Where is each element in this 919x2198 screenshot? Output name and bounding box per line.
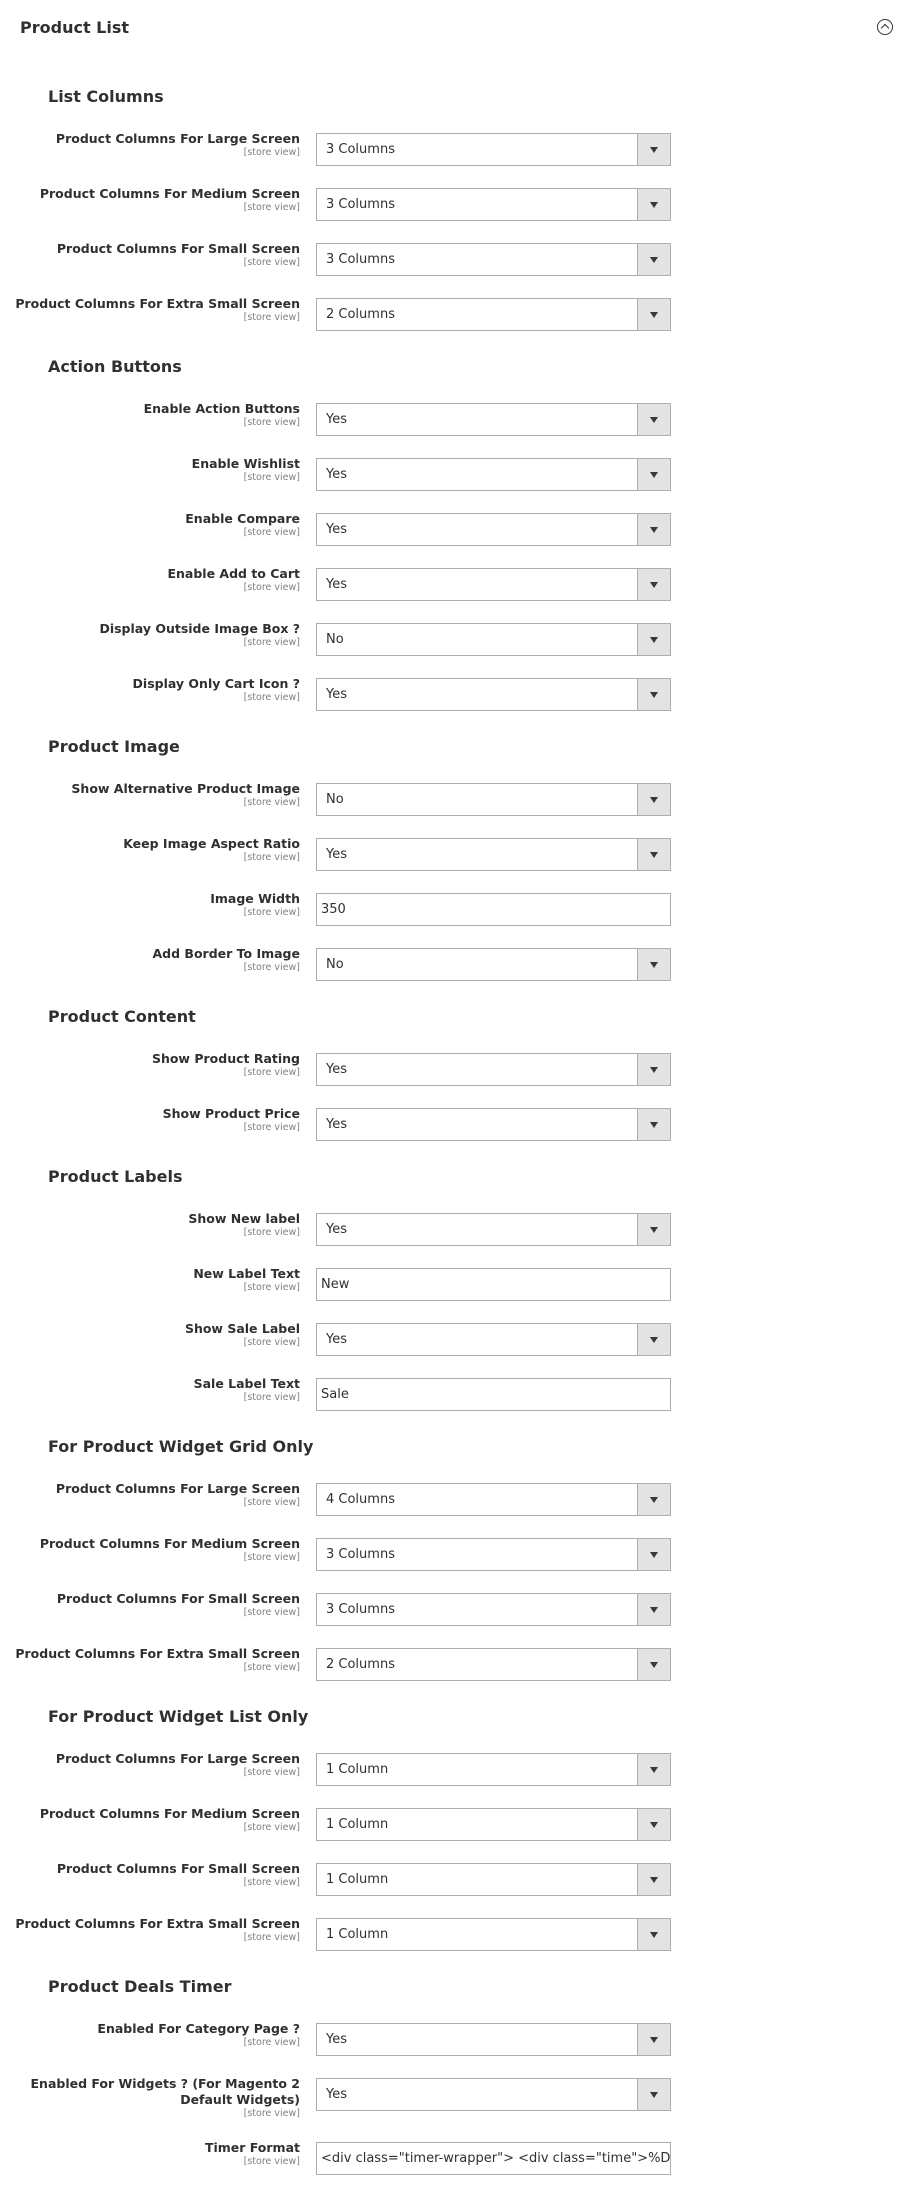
field-value: Yes	[326, 412, 347, 427]
scope-label: [store view]	[243, 692, 300, 703]
field-row	[0, 1538, 919, 1593]
field-label-group	[0, 2076, 300, 2120]
select-dropdown[interactable]	[316, 1108, 671, 1141]
field-value: 4 Columns	[326, 1492, 395, 1507]
field-row	[0, 2078, 919, 2142]
scope-label: [store view]	[243, 637, 300, 648]
field-value: Yes	[326, 1222, 347, 1237]
field-label: Show Product Rating	[151, 1051, 300, 1066]
field-label-group	[0, 1321, 300, 1349]
field-label-group	[0, 1266, 300, 1294]
select-dropdown[interactable]	[316, 1053, 671, 1086]
scope-label: [store view]	[243, 312, 300, 323]
chevron-down-icon[interactable]	[637, 1809, 670, 1840]
field-row	[0, 623, 919, 678]
scope-label: [store view]	[243, 1067, 300, 1078]
chevron-down-icon[interactable]	[637, 679, 670, 710]
scope-label: [store view]	[243, 472, 300, 483]
select-dropdown[interactable]	[316, 1863, 671, 1896]
chevron-down-icon[interactable]	[637, 134, 670, 165]
scope-label: [store view]	[243, 962, 300, 973]
scope-label: [store view]	[243, 2156, 300, 2167]
field-label-group	[0, 401, 300, 429]
field-label: Product Columns For Medium Screen	[39, 186, 300, 201]
select-dropdown[interactable]	[316, 2078, 671, 2111]
chevron-up-circle-icon[interactable]	[877, 19, 893, 35]
select-dropdown[interactable]	[316, 1808, 671, 1841]
scope-label: [store view]	[243, 1932, 300, 1943]
fieldset-product-content	[0, 1004, 919, 1164]
fieldset-product-labels	[0, 1164, 919, 1434]
field-label: Display Outside Image Box ?	[99, 621, 300, 636]
select-dropdown[interactable]	[316, 1323, 671, 1356]
field-value: Yes	[326, 1062, 347, 1077]
chevron-down-icon[interactable]	[637, 244, 670, 275]
field-row	[0, 1053, 919, 1108]
chevron-down-icon[interactable]	[637, 1324, 670, 1355]
field-label: Product Columns For Medium Screen	[39, 1806, 300, 1821]
field-label: Sale Label Text	[193, 1376, 300, 1391]
fieldset-heading: Product Content	[48, 1007, 196, 1026]
field-value: Sale	[321, 1387, 349, 1402]
field-label: Show Product Price	[162, 1106, 300, 1121]
scope-label: [store view]	[243, 1337, 300, 1348]
chevron-down-icon[interactable]	[637, 1919, 670, 1950]
field-value: Yes	[326, 2087, 347, 2102]
field-label-group	[0, 2021, 300, 2049]
fieldset-heading: List Columns	[48, 87, 164, 106]
section-header[interactable]	[20, 14, 905, 42]
field-value: 350	[321, 902, 346, 917]
field-row	[0, 1863, 919, 1918]
select-dropdown[interactable]	[316, 568, 671, 601]
scope-label: [store view]	[243, 1497, 300, 1508]
select-dropdown[interactable]	[316, 1648, 671, 1681]
field-label: Product Columns For Medium Screen	[39, 1536, 300, 1551]
scope-label: [store view]	[243, 907, 300, 918]
text-input[interactable]	[316, 1378, 671, 1411]
scope-label: [store view]	[243, 1662, 300, 1673]
field-value: Yes	[326, 847, 347, 862]
field-value: Yes	[326, 2032, 347, 2047]
field-row	[0, 1753, 919, 1808]
fieldset-heading: Action Buttons	[48, 357, 182, 376]
text-input[interactable]	[316, 893, 671, 926]
field-row	[0, 948, 919, 1003]
select-dropdown[interactable]	[316, 513, 671, 546]
field-value: 2 Columns	[326, 1657, 395, 1672]
fieldset-for-product-widget-list-only	[0, 1704, 919, 1974]
select-dropdown[interactable]	[316, 1918, 671, 1951]
field-row	[0, 1378, 919, 1433]
chevron-down-icon[interactable]	[637, 1109, 670, 1140]
field-label-group	[0, 836, 300, 864]
fieldset-heading: For Product Widget Grid Only	[48, 1437, 314, 1456]
fieldset-heading: Product Deals Timer	[48, 1977, 232, 1996]
field-row	[0, 1648, 919, 1703]
field-row	[0, 1323, 919, 1378]
chevron-down-icon[interactable]	[637, 949, 670, 980]
scope-label: [store view]	[243, 1822, 300, 1833]
field-value: 3 Columns	[326, 1602, 395, 1617]
select-dropdown[interactable]	[316, 783, 671, 816]
field-value: 3 Columns	[326, 142, 395, 157]
field-label: Product Columns For Small Screen	[56, 1861, 300, 1876]
field-label: Product Columns For Extra Small Screen	[15, 1916, 300, 1931]
select-dropdown[interactable]	[316, 188, 671, 221]
page-title: Product List	[20, 18, 130, 37]
field-label: Show Sale Label	[184, 1321, 300, 1336]
field-label: Product Columns For Extra Small Screen	[15, 296, 300, 311]
field-label: Product Columns For Extra Small Screen	[15, 1646, 300, 1661]
select-dropdown[interactable]	[316, 678, 671, 711]
select-dropdown[interactable]	[316, 838, 671, 871]
chevron-down-icon[interactable]	[637, 189, 670, 220]
select-dropdown[interactable]	[316, 948, 671, 981]
field-value: Yes	[326, 1117, 347, 1132]
chevron-down-icon[interactable]	[637, 839, 670, 870]
chevron-down-icon[interactable]	[637, 624, 670, 655]
scope-label: [store view]	[243, 202, 300, 213]
scope-label: [store view]	[243, 417, 300, 428]
field-value: Yes	[326, 577, 347, 592]
field-label-group	[0, 131, 300, 159]
select-dropdown[interactable]	[316, 2023, 671, 2056]
chevron-down-icon[interactable]	[637, 1754, 670, 1785]
field-label-group	[0, 186, 300, 214]
field-row	[0, 1808, 919, 1863]
field-row	[0, 1593, 919, 1648]
field-value: 1 Column	[326, 1927, 389, 1942]
field-label: Add Border To Image	[152, 946, 300, 961]
field-row	[0, 188, 919, 243]
text-input[interactable]	[316, 2142, 671, 2175]
field-value: No	[326, 792, 344, 807]
field-label-group	[0, 456, 300, 484]
field-row	[0, 2023, 919, 2078]
field-label-group	[0, 1106, 300, 1134]
field-label-group	[0, 566, 300, 594]
config-form	[0, 84, 919, 2198]
scope-label: [store view]	[243, 1607, 300, 1618]
chevron-down-icon[interactable]	[637, 404, 670, 435]
field-value: 3 Columns	[326, 252, 395, 267]
chevron-down-icon[interactable]	[637, 1054, 670, 1085]
field-value: Yes	[326, 687, 347, 702]
field-row	[0, 403, 919, 458]
select-dropdown[interactable]	[316, 133, 671, 166]
chevron-down-icon[interactable]	[637, 459, 670, 490]
field-label: Enable Compare	[185, 511, 300, 526]
field-label-group	[0, 676, 300, 704]
chevron-down-icon[interactable]	[637, 1594, 670, 1625]
field-label-group	[0, 1481, 300, 1509]
field-row	[0, 1213, 919, 1268]
select-dropdown[interactable]	[316, 1753, 671, 1786]
field-label: Enable Wishlist	[191, 456, 300, 471]
field-value: 3 Columns	[326, 1547, 395, 1562]
field-label-group	[0, 621, 300, 649]
chevron-down-icon[interactable]	[637, 2079, 670, 2110]
scope-label: [store view]	[243, 147, 300, 158]
field-label-group	[0, 1916, 300, 1944]
fieldset-for-product-widget-grid-only	[0, 1434, 919, 1704]
chevron-down-icon[interactable]	[637, 1649, 670, 1680]
fieldset-action-buttons	[0, 354, 919, 734]
field-label: Product Columns For Large Screen	[55, 131, 300, 146]
field-label-group	[0, 1751, 300, 1779]
field-label: Image Width	[210, 891, 300, 906]
chevron-down-icon[interactable]	[637, 1539, 670, 1570]
scope-label: [store view]	[243, 1767, 300, 1778]
field-label: New Label Text	[193, 1266, 300, 1281]
select-dropdown[interactable]	[316, 458, 671, 491]
field-label-group	[0, 511, 300, 539]
scope-label: [store view]	[243, 1227, 300, 1238]
scope-label: [store view]	[243, 1282, 300, 1293]
field-value: <div class="timer-wrapper"> <div class="time">%D	[321, 2151, 671, 2166]
select-dropdown[interactable]	[316, 1593, 671, 1626]
field-value: 1 Column	[326, 1817, 389, 1832]
field-label: Show Alternative Product Image	[71, 781, 300, 796]
scope-label: [store view]	[243, 582, 300, 593]
field-row	[0, 783, 919, 838]
field-label-group	[0, 1646, 300, 1674]
field-label: Product Columns For Large Screen	[55, 1481, 300, 1496]
select-dropdown[interactable]	[316, 1213, 671, 1246]
field-value: 1 Column	[326, 1762, 389, 1777]
chevron-down-icon[interactable]	[637, 2024, 670, 2055]
field-label: Keep Image Aspect Ratio	[123, 836, 300, 851]
select-dropdown[interactable]	[316, 1538, 671, 1571]
chevron-down-icon[interactable]	[637, 514, 670, 545]
field-label-group	[0, 1861, 300, 1889]
field-row	[0, 893, 919, 948]
field-label: Display Only Cart Icon ?	[132, 676, 300, 691]
field-label: Product Columns For Large Screen	[55, 1751, 300, 1766]
field-value: 2 Columns	[326, 307, 395, 322]
fieldset-list-columns	[0, 84, 919, 354]
field-label-group	[0, 1591, 300, 1619]
field-label-group	[0, 1051, 300, 1079]
field-label-group	[0, 241, 300, 269]
field-row	[0, 1918, 919, 1973]
field-row	[0, 1268, 919, 1323]
field-value: 3 Columns	[326, 197, 395, 212]
field-value: Yes	[326, 522, 347, 537]
field-row	[0, 458, 919, 513]
field-value: Yes	[326, 1332, 347, 1347]
field-label: Product Columns For Small Screen	[56, 241, 300, 256]
scope-label: [store view]	[243, 852, 300, 863]
field-label-group	[0, 781, 300, 809]
fieldset-heading: Product Image	[48, 737, 180, 756]
field-label-group	[0, 1376, 300, 1404]
field-label: Enabled For Category Page ?	[97, 2021, 300, 2036]
field-row	[0, 838, 919, 893]
select-dropdown[interactable]	[316, 403, 671, 436]
fieldset-product-deals-timer	[0, 1974, 919, 2198]
fieldset-product-image	[0, 734, 919, 1004]
field-label-group	[0, 1211, 300, 1239]
scope-label: [store view]	[243, 1877, 300, 1888]
select-dropdown[interactable]	[316, 1483, 671, 1516]
field-label: Product Columns For Small Screen	[56, 1591, 300, 1606]
field-row	[0, 298, 919, 353]
chevron-down-icon[interactable]	[637, 569, 670, 600]
field-value: 1 Column	[326, 1872, 389, 1887]
field-label: Enable Add to Cart	[167, 566, 300, 581]
field-row	[0, 1108, 919, 1163]
field-label-group	[0, 1806, 300, 1834]
field-label-group	[0, 1536, 300, 1564]
field-label-group	[0, 891, 300, 919]
scope-label: [store view]	[243, 257, 300, 268]
chevron-down-icon[interactable]	[637, 1484, 670, 1515]
select-dropdown[interactable]	[316, 623, 671, 656]
field-row	[0, 678, 919, 733]
field-value: No	[326, 957, 344, 972]
scope-label: [store view]	[243, 1392, 300, 1403]
field-value: New	[321, 1277, 350, 1292]
field-row	[0, 133, 919, 188]
chevron-down-icon[interactable]	[637, 1864, 670, 1895]
chevron-down-icon[interactable]	[637, 299, 670, 330]
field-label-group	[0, 2140, 300, 2168]
scope-label: [store view]	[243, 2108, 300, 2119]
scope-label: [store view]	[243, 1122, 300, 1133]
field-row	[0, 568, 919, 623]
fieldset-heading: Product Labels	[48, 1167, 183, 1186]
field-label-group	[0, 946, 300, 974]
scope-label: [store view]	[243, 797, 300, 808]
select-dropdown[interactable]	[316, 298, 671, 331]
field-label-group	[0, 296, 300, 324]
field-row	[0, 243, 919, 298]
select-dropdown[interactable]	[316, 243, 671, 276]
scope-label: [store view]	[243, 2037, 300, 2048]
field-label: Enable Action Buttons	[143, 401, 300, 416]
field-row	[0, 1483, 919, 1538]
text-input[interactable]	[316, 1268, 671, 1301]
fieldset-heading: For Product Widget List Only	[48, 1707, 309, 1726]
chevron-down-icon[interactable]	[637, 784, 670, 815]
field-label: Show New label	[188, 1211, 300, 1226]
scope-label: [store view]	[243, 527, 300, 538]
field-row	[0, 513, 919, 568]
scope-label: [store view]	[243, 1552, 300, 1563]
chevron-down-icon[interactable]	[637, 1214, 670, 1245]
field-value: No	[326, 632, 344, 647]
field-value: Yes	[326, 467, 347, 482]
field-label: Enabled For Widgets ? (For Magento 2 Default Widgets)	[30, 2076, 300, 2107]
field-label: Timer Format	[204, 2140, 300, 2155]
